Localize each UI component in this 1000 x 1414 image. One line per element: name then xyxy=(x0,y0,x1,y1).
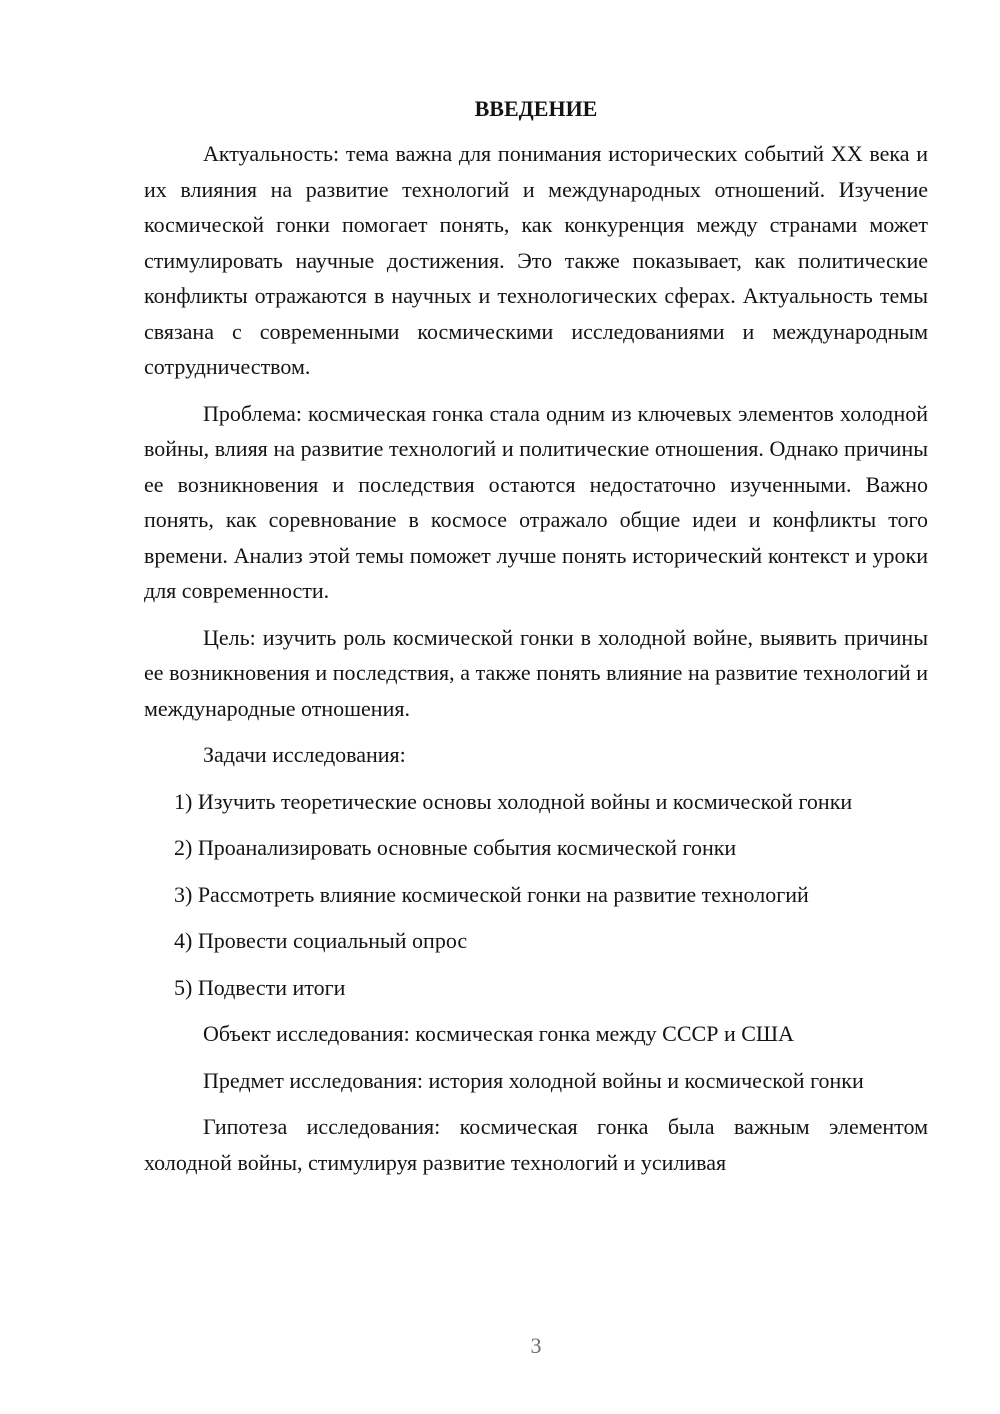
task-item-5: 5) Подвести итоги xyxy=(174,974,346,1000)
section-heading: ВВЕДЕНИЕ xyxy=(474,96,598,121)
relevance-paragraph: Актуальность: тема важна для понимания исторических событий XX века и их влияния на развитие технологий и международных отношений. Изучение космической гонки помогает понять, как конкуренция между странами может стимулировать научные достижения. Это также показывает, как политические конфликты отражаются в научных и технологических сферах. Актуальность темы связана с современными космическими исследованиями и международным сотрудничеством. xyxy=(144,141,928,379)
object-paragraph: Объект исследования: космическая гонка между СССР и США xyxy=(203,1021,794,1046)
page-number: 3 xyxy=(530,1333,542,1358)
task-item-3: 3) Рассмотреть влияние космической гонки на развитие технологий xyxy=(174,881,809,907)
hypothesis-paragraph: Гипотеза исследования: космическая гонка была важным элементом холодной войны, стимулируя развитие технологий и усиливая xyxy=(144,1114,928,1175)
subject-paragraph: Предмет исследования: история холодной войны и космической гонки xyxy=(203,1067,864,1093)
task-item-4: 4) Провести социальный опрос xyxy=(174,928,468,953)
goal-paragraph: Цель: изучить роль космической гонки в холодной войне, выявить причины ее возникновения и последствия, а также понять влияние на развитие технологий и международные отношения. xyxy=(144,624,928,721)
page-content xyxy=(144,94,928,1191)
tasks-title: Задачи исследования: xyxy=(203,742,406,767)
problem-paragraph: Проблема: космическая гонка стала одним из ключевых элементов холодной войны, влияя на развитие технологий и политические отношения. Однако причины ее возникновения и последствия остаются недостаточно изученными. Важно понять, как соревнование в космосе отражало общие идеи и конфликты того времени. Анализ этой темы поможет лучше понять исторический контекст и уроки для современности. xyxy=(144,400,928,603)
task-item-2: 2) Проанализировать основные события космической гонки xyxy=(174,835,737,860)
task-item-1: 1) Изучить теоретические основы холодной войны и космической гонки xyxy=(174,788,853,814)
